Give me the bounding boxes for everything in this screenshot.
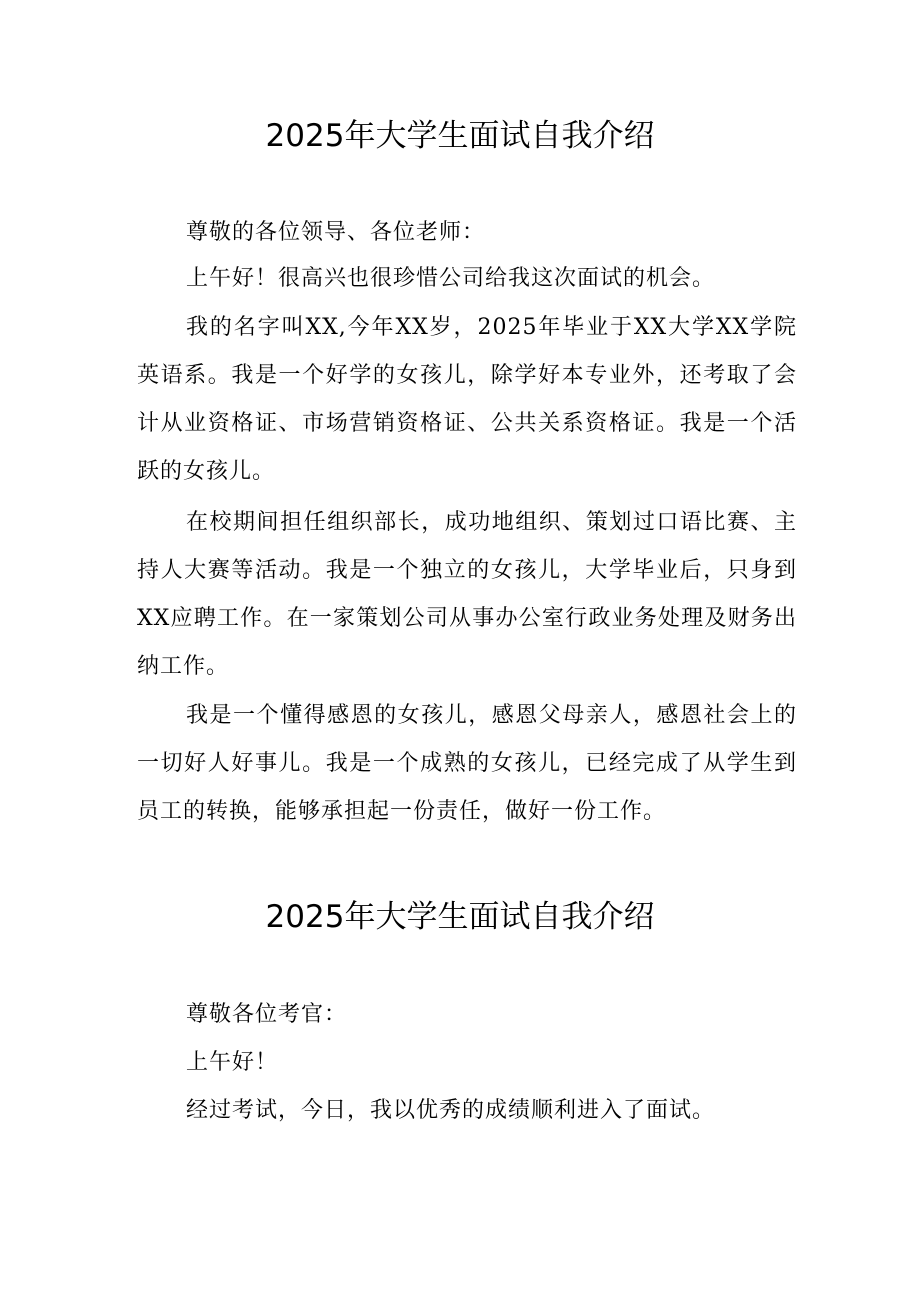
section-1-paragraph-3: 我的名字叫XX,今年XX岁，2025年毕业于XX大学XX学院英语系。我是一个好学的女孩儿，除学好本专业外，还考取了会计从业资格证、市场营销资格证、公共关系资格证。我是一个活跃的女孩儿。 <box>137 315 797 484</box>
section-2-paragraph-1: 尊敬各位考官： <box>186 1002 348 1027</box>
section-2-paragraph-2: 上午好！ <box>186 1050 279 1075</box>
section-1-paragraph-2: 上午好！很高兴也很珍惜公司给我这次面试的机会。 <box>186 266 716 291</box>
section-2-title: 2025年大学生面试自我介绍 <box>265 899 655 935</box>
section-1-paragraph-5: 我是一个懂得感恩的女孩儿，感恩父母亲人，感恩社会上的一切好人好事儿。我是一个成熟的女孩儿，已经完成了从学生到员工的转换，能够承担起一份责任，做好一份工作。 <box>137 703 797 824</box>
section-1-paragraph-4: 在校期间担任组织部长，成功地组织、策划过口语比赛、主持人大赛等活动。我是一个独立的女孩儿，大学毕业后，只身到XX应聘工作。在一家策划公司从事办公室行政业务处理及财务出纳工作。 <box>137 510 797 679</box>
section-1-title: 2025年大学生面试自我介绍 <box>265 118 655 154</box>
section-1-paragraph-1: 尊敬的各位领导、各位老师： <box>186 220 486 245</box>
section-2-paragraph-3: 经过考试，今日，我以优秀的成绩顺利进入了面试。 <box>186 1098 716 1123</box>
